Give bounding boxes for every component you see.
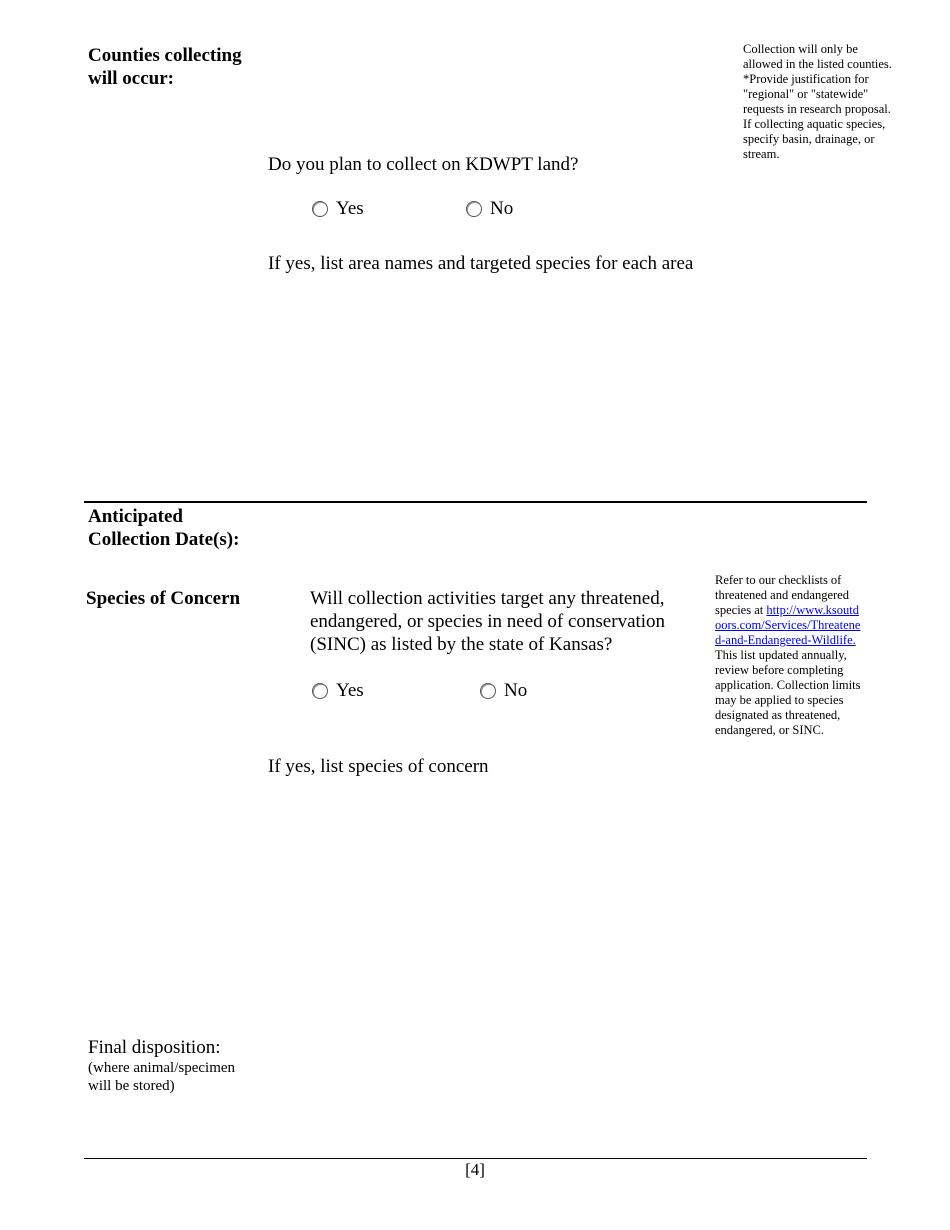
kdwpt-yes-option[interactable] bbox=[312, 198, 364, 220]
species-no-option[interactable] bbox=[480, 680, 527, 702]
dates-label-line2: Collection Date(s): bbox=[88, 529, 240, 550]
species-yes-option[interactable] bbox=[312, 680, 364, 702]
species-checklist-link[interactable]: http://www.ksoutdoors.com/Services/Threatened-and-Endangered-Wildlife. bbox=[715, 603, 861, 647]
kdwpt-no-option[interactable] bbox=[466, 198, 513, 220]
species-yes-label: Yes bbox=[336, 680, 364, 701]
species-note-before: Refer to our checklists of threatened and endangered species at bbox=[715, 573, 849, 617]
species-yes-radio[interactable] bbox=[312, 683, 328, 699]
species-no-label: No bbox=[504, 680, 528, 701]
disposition-sublabel: (where animal/specimen will be stored) bbox=[88, 1060, 236, 1094]
counties-label-line2: will occur: bbox=[88, 68, 175, 89]
page-number: [4] bbox=[465, 1160, 485, 1179]
kdwpt-question: Do you plan to collect on KDWPT land? bbox=[268, 154, 579, 175]
dates-label-line1: Anticipated bbox=[88, 506, 183, 527]
counties-label-line1: Counties collecting bbox=[88, 45, 242, 66]
species-label: Species of Concern bbox=[86, 588, 241, 609]
kdwpt-no-radio[interactable] bbox=[466, 201, 482, 217]
species-no-radio[interactable] bbox=[480, 683, 496, 699]
kdwpt-no-label: No bbox=[490, 198, 514, 219]
counties-note: Collection will only be allowed in the listed counties. *Provide justification for "regional" or "statewide" requests in research proposal. If collecting aquatic species, specify basin, drainage, or stream. bbox=[743, 42, 892, 161]
kdwpt-yes-label: Yes bbox=[336, 198, 364, 219]
footer-rule bbox=[84, 1158, 867, 1159]
species-note-after: This list updated annually, review before completing application. Collection limits may be applied to species designated as threatened, endangered, or SINC. bbox=[715, 648, 861, 737]
species-question: Will collection activities target any threatened, endangered, or species in need of conservation (SINC) as listed by the state of Kansas? bbox=[310, 588, 666, 655]
counties-label bbox=[88, 44, 258, 90]
species-note bbox=[715, 573, 865, 738]
kdwpt-followup: If yes, list area names and targeted species for each area bbox=[268, 253, 694, 274]
section-divider bbox=[84, 501, 867, 503]
disposition-label: Final disposition: bbox=[88, 1037, 221, 1058]
species-followup: If yes, list species of concern bbox=[268, 756, 489, 777]
kdwpt-yes-radio[interactable] bbox=[312, 201, 328, 217]
dates-label bbox=[88, 505, 268, 551]
